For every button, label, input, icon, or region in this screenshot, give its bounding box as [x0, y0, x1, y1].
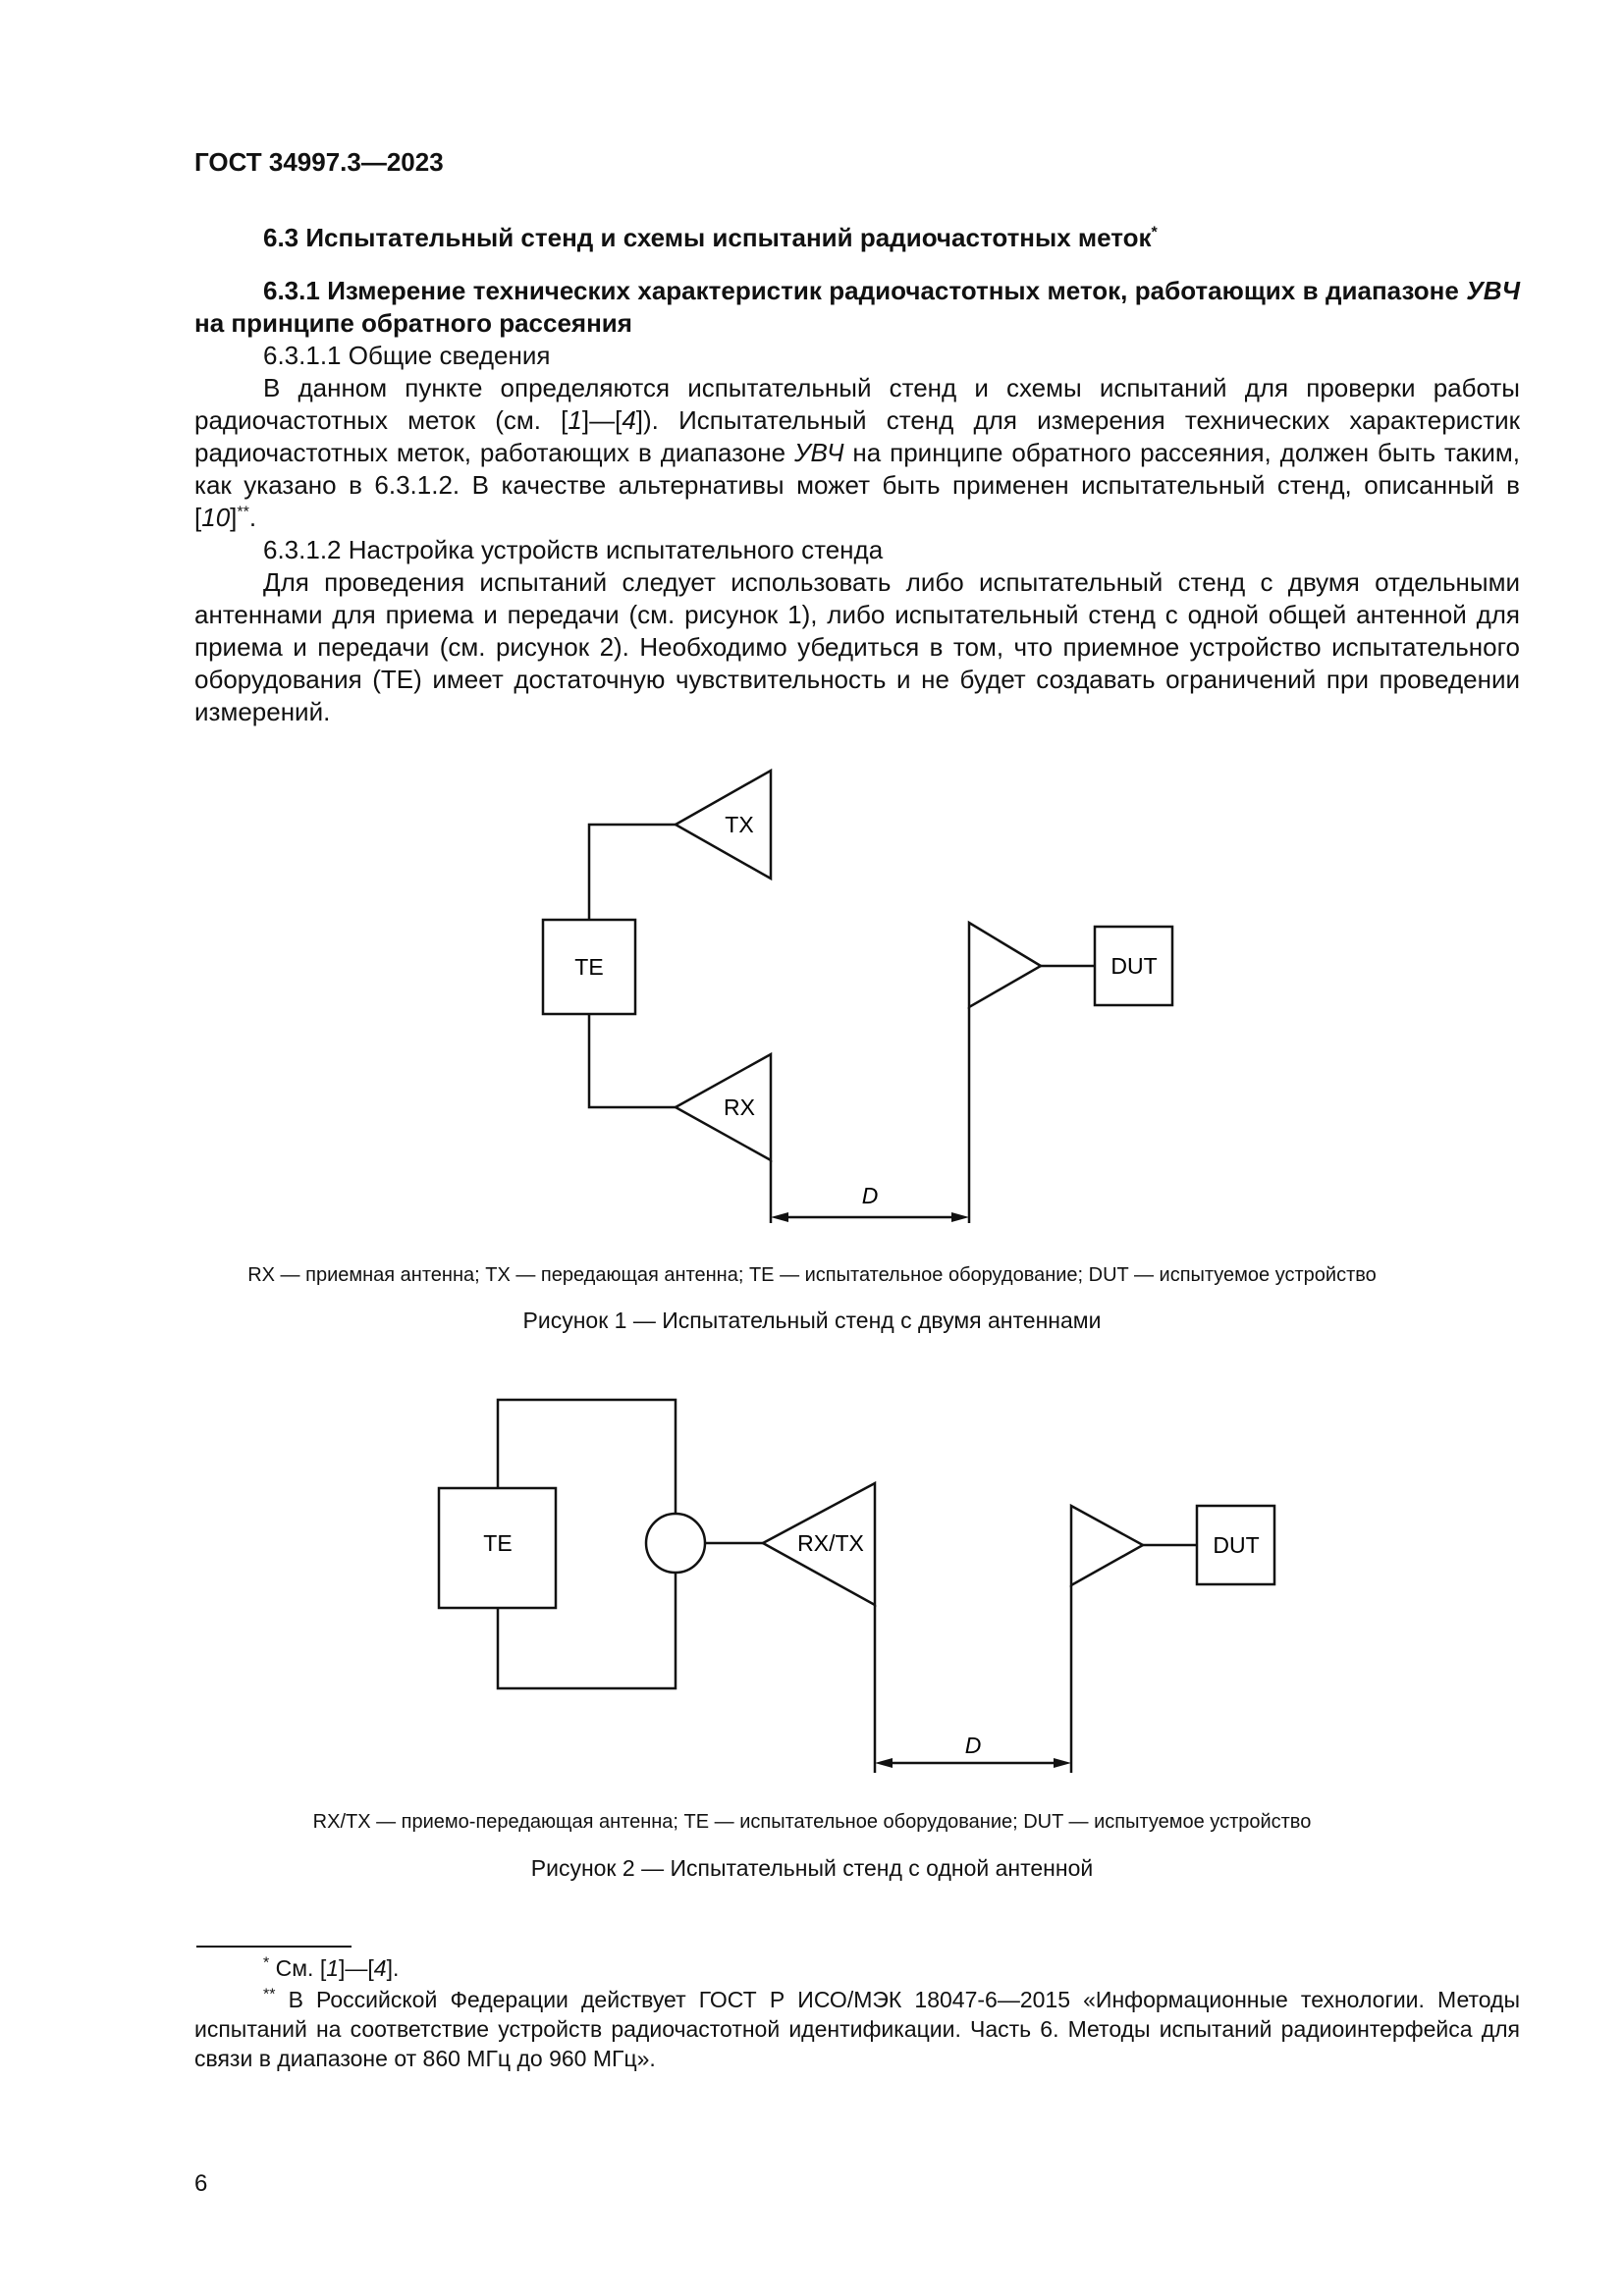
- arrowhead-left-icon: [771, 1212, 788, 1222]
- text-span: ].: [386, 1955, 400, 1981]
- text-italic: УВЧ: [793, 438, 844, 467]
- te-tx-wire: [589, 825, 676, 920]
- main-text: [194, 275, 1520, 728]
- tx-antenna-icon: [676, 771, 771, 879]
- circulator-icon: [646, 1514, 705, 1573]
- footnote-mark-2: **: [237, 504, 249, 521]
- subsection-title-italic: УВЧ: [1466, 276, 1520, 305]
- document-header: ГОСТ 34997.3—2023: [194, 147, 444, 177]
- dut-label: DUT: [1213, 1532, 1260, 1558]
- paragraph-heading-setup: 6.3.1.2 Настройка устройств испытательного стенда: [263, 535, 884, 564]
- loop-bottom-wire: [498, 1572, 676, 1688]
- reference-link: 10: [201, 503, 231, 532]
- arrowhead-right-icon: [951, 1212, 969, 1222]
- text-span: В данном пункте определяются испытательный стенд и схемы испытаний для проверки работы радиочастотных меток (см. [: [194, 373, 1520, 435]
- text-span: ]—[: [581, 405, 623, 435]
- dut-antenna-icon: [1071, 1506, 1143, 1585]
- section-heading: [194, 222, 1520, 254]
- reference-link: 4: [622, 405, 636, 435]
- tx-label: TX: [725, 812, 754, 837]
- page-number: 6: [194, 2170, 208, 2197]
- subsection-title-part: 6.3.1 Измерение технических характеристик радиочастотных меток, работающих в диапазоне: [263, 276, 1467, 305]
- distance-label: D: [964, 1733, 982, 1758]
- text-span: См. [: [269, 1955, 327, 1981]
- section-title: 6.3 Испытательный стенд и схемы испытаний радиочастотных меток: [263, 223, 1152, 252]
- footnote-1: [194, 1953, 1520, 1983]
- subsection-title-part: на принципе обратного рассеяния: [194, 308, 632, 338]
- te-rx-wire: [589, 1014, 676, 1107]
- footnote-2: [194, 1985, 1520, 2073]
- footnotes: [194, 1953, 1520, 2075]
- figure-2-legend: RX/TX — приемо-передающая антенна; TE — испытательное оборудование; DUT — испытуемое устройство: [312, 1811, 1312, 1833]
- text-span: .: [248, 503, 257, 532]
- arrowhead-right-icon: [1054, 1758, 1071, 1768]
- subsection-title: [194, 275, 1520, 340]
- figure-1-legend: RX — приемная антенна; TX — передающая антенна; TE — испытательное оборудование; DUT — испытуемое устройство: [247, 1264, 1377, 1286]
- dut-antenna-icon: [969, 923, 1041, 1007]
- figure-2-caption: Рисунок 2 — Испытательный стенд с одной антенной: [530, 1855, 1094, 1881]
- te-label: TE: [574, 954, 604, 980]
- text-span: на принципе обратного рассеяния, должен быть таким, как указано в 6.3.1.2. В качестве альтернативы может быть применен испытательный стенд, описанный в [: [194, 438, 1521, 532]
- distance-label: D: [861, 1183, 879, 1208]
- paragraph-general: [194, 372, 1520, 534]
- figure-2: [0, 1384, 1624, 1801]
- footnote-divider: [196, 1946, 352, 1948]
- paragraph-heading-general: 6.3.1.1 Общие сведения: [263, 341, 551, 370]
- arrowhead-left-icon: [875, 1758, 893, 1768]
- text-span: В Российской Федерации действует ГОСТ Р ИСО/МЭК 18047-6—2015 «Информационные технологии. Методы испытаний на соответствие устройств радиочастотной идентификации. Часть 6. Методы испытаний радиоинтерфейса для связи в диапазоне от 860 МГц до 960 МГц».: [194, 1987, 1520, 2071]
- reference-link: 4: [373, 1955, 387, 1981]
- text-span: ]: [230, 503, 238, 532]
- rxtx-label: RX/TX: [797, 1530, 864, 1556]
- figure-1-diagram: [0, 756, 1624, 1237]
- figure-1-caption: Рисунок 1 — Испытательный стенд с двумя антеннами: [522, 1308, 1102, 1333]
- loop-top-wire: [498, 1400, 676, 1515]
- footnote-mark-1: *: [1151, 224, 1158, 241]
- footnote-mark: **: [263, 1986, 276, 2003]
- paragraph-setup: Для проведения испытаний следует использовать либо испытательный стенд с двумя отдельными антеннами для приема и передачи (см. рисунок 1), либо испытательный стенд с одной общей антенной для приема и передачи (см. рисунок 2). Необходимо убедиться в том, что приемное устройство испытательного оборудования (ТЕ) имеет достаточную чувствительность и не будет создавать ограничений при проведении измерений.: [194, 567, 1520, 726]
- reference-link: 1: [326, 1955, 340, 1981]
- dut-label: DUT: [1110, 953, 1158, 979]
- footnote-mark: *: [263, 1954, 270, 1972]
- figure-2-diagram: [0, 1384, 1624, 1796]
- reference-link: 1: [568, 405, 582, 435]
- text-span: ]—[: [339, 1955, 374, 1981]
- te-label: TE: [483, 1530, 513, 1556]
- rx-label: RX: [724, 1095, 755, 1120]
- text-span: ]). Испытательный стенд для измерения технических характеристик радиочастотных меток, работающих в диапазоне: [194, 405, 1520, 467]
- figure-1: [0, 756, 1624, 1242]
